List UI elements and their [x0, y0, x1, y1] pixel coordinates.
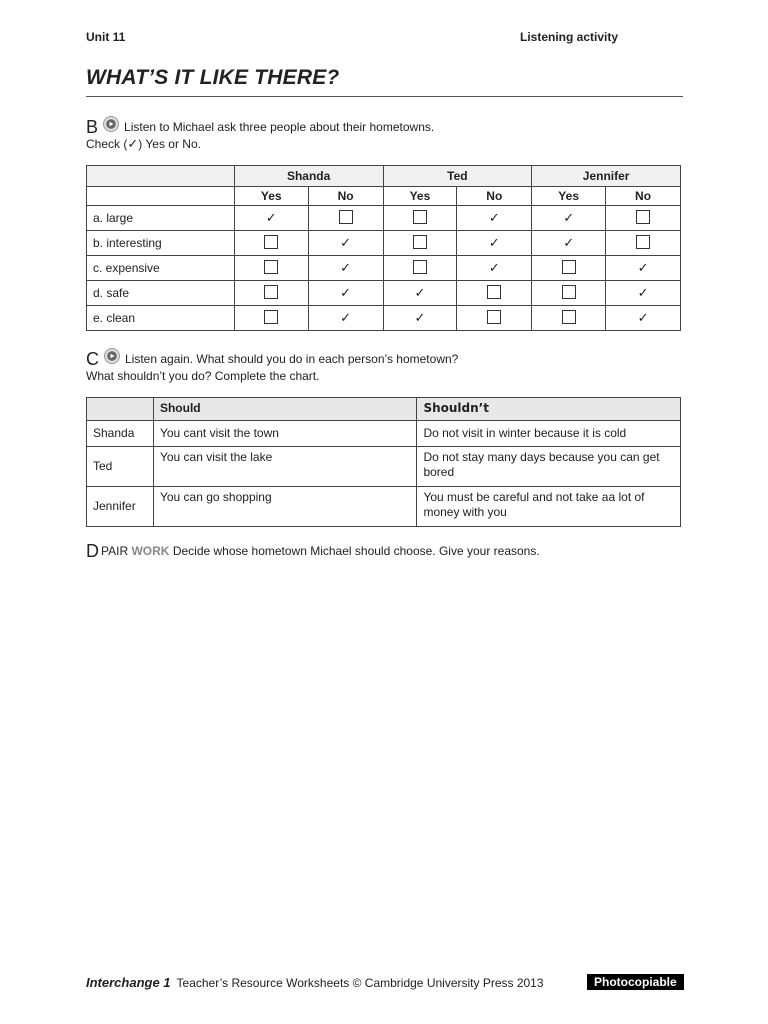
- section-b-line2-pre: Check (: [86, 137, 128, 151]
- yes-header: Yes: [532, 187, 606, 206]
- checkbox-empty-icon: [636, 235, 650, 249]
- checkbox-empty-icon: [413, 260, 427, 274]
- footer-copyright: Teacher’s Resource Worksheets © Cambridge University Press 2013: [176, 976, 544, 990]
- answer-cell[interactable]: [234, 231, 308, 256]
- answer-cell[interactable]: [457, 306, 532, 331]
- checkbox-empty-icon: [339, 210, 353, 224]
- person-header-shanda: Shanda: [234, 166, 383, 187]
- table-corner: [87, 166, 235, 187]
- answer-cell[interactable]: [383, 256, 457, 281]
- yes-no-table: [86, 165, 681, 331]
- table-row: [87, 206, 681, 231]
- pair-label: PAIR: [101, 544, 129, 558]
- shouldnt-cell[interactable]: Do not visit in winter because it is cold: [417, 421, 681, 447]
- checkmark-icon: ✓: [265, 210, 277, 226]
- answer-cell[interactable]: [308, 281, 383, 306]
- checkbox-empty-icon: [487, 285, 501, 299]
- shouldnt-cell[interactable]: You must be careful and not take aa lot of money with you: [417, 487, 681, 527]
- checkbox-empty-icon: [264, 260, 278, 274]
- section-b-line1: Listen to Michael ask three people about their hometowns.: [124, 120, 435, 134]
- checkbox-empty-icon: [487, 310, 501, 324]
- answer-cell[interactable]: [308, 231, 383, 256]
- footer-brand: Interchange 1: [86, 975, 171, 990]
- should-header: Should: [153, 398, 416, 421]
- table-row: [87, 306, 681, 331]
- checkbox-empty-icon: [264, 235, 278, 249]
- unit-label: Unit 11: [86, 30, 126, 44]
- checkmark-icon: ✓: [637, 285, 649, 301]
- answer-cell[interactable]: [606, 281, 681, 306]
- checkmark-icon: ✓: [414, 285, 426, 301]
- no-header: No: [606, 187, 681, 206]
- answer-cell[interactable]: [606, 206, 681, 231]
- should-cell[interactable]: You can go shopping: [153, 487, 416, 527]
- table-row: [87, 256, 681, 281]
- answer-cell[interactable]: [457, 256, 532, 281]
- answer-cell[interactable]: [532, 206, 606, 231]
- section-c-line1: Listen again. What should you do in each person’s hometown?: [125, 352, 459, 366]
- section-c-letter: C: [86, 349, 99, 369]
- row-label: c. expensive: [87, 256, 235, 281]
- checkmark-icon: ✓: [488, 260, 500, 276]
- shouldnt-cell[interactable]: Do not stay many days because you can get bored: [417, 447, 681, 487]
- checkmark-icon: ✓: [488, 210, 500, 226]
- subheader-blank: [87, 187, 235, 206]
- checkbox-empty-icon: [413, 235, 427, 249]
- checkmark-icon: ✓: [414, 310, 426, 326]
- answer-cell[interactable]: [308, 206, 383, 231]
- checkmark-icon: ✓: [127, 137, 139, 152]
- answer-cell[interactable]: [532, 281, 606, 306]
- section-d-text: Decide whose hometown Michael should choose. Give your reasons.: [172, 544, 540, 558]
- row-label: e. clean: [87, 306, 235, 331]
- row-name-ted: Ted: [87, 447, 154, 487]
- answer-cell[interactable]: [308, 306, 383, 331]
- no-header: No: [308, 187, 383, 206]
- yes-header: Yes: [234, 187, 308, 206]
- checkmark-icon: ✓: [637, 260, 649, 276]
- person-header-ted: Ted: [383, 166, 532, 187]
- should-cell[interactable]: You can visit the lake: [153, 447, 416, 487]
- answer-cell[interactable]: [234, 206, 308, 231]
- row-label: b. interesting: [87, 231, 235, 256]
- checkmark-icon: ✓: [340, 310, 352, 326]
- activity-label: Listening activity: [520, 30, 619, 44]
- table2-corner: [87, 398, 154, 421]
- section-b-letter: B: [86, 117, 99, 137]
- answer-cell[interactable]: [606, 256, 681, 281]
- checkmark-icon: ✓: [637, 310, 649, 326]
- section-c-line2: What shouldn’t you do? Complete the chart.: [86, 369, 320, 383]
- audio-play-icon[interactable]: [103, 348, 121, 368]
- checkmark-icon: ✓: [563, 210, 575, 226]
- table-row: [87, 281, 681, 306]
- answer-cell[interactable]: [234, 306, 308, 331]
- checkbox-empty-icon: [562, 285, 576, 299]
- section-c-instructions: [86, 348, 458, 384]
- checkmark-icon: ✓: [563, 235, 575, 251]
- answer-cell[interactable]: [383, 231, 457, 256]
- photocopiable-badge: Photocopiable: [587, 974, 684, 990]
- row-label: a. large: [87, 206, 235, 231]
- answer-cell[interactable]: [457, 281, 532, 306]
- no-header: No: [457, 187, 532, 206]
- section-b-instructions: [86, 116, 434, 152]
- answer-cell[interactable]: [532, 231, 606, 256]
- checkmark-icon: ✓: [340, 260, 352, 276]
- checkmark-icon: ✓: [340, 285, 352, 301]
- should-cell[interactable]: You cant visit the town: [153, 421, 416, 447]
- section-d-letter: D: [86, 541, 99, 561]
- section-d-instructions: [86, 543, 540, 559]
- footer: [86, 975, 544, 990]
- checkmark-icon: ✓: [488, 235, 500, 251]
- row-name-shanda: Shanda: [87, 421, 154, 447]
- answer-cell[interactable]: [532, 306, 606, 331]
- checkbox-empty-icon: [264, 310, 278, 324]
- title-divider: [86, 96, 683, 97]
- answer-cell[interactable]: [606, 306, 681, 331]
- audio-play-icon[interactable]: [102, 116, 120, 136]
- should-shouldnt-table: [86, 397, 681, 527]
- answer-cell[interactable]: [234, 256, 308, 281]
- work-label: WORK: [131, 544, 170, 558]
- row-name-jennifer: Jennifer: [87, 487, 154, 527]
- answer-cell[interactable]: [606, 231, 681, 256]
- checkmark-icon: ✓: [340, 235, 352, 251]
- answer-cell[interactable]: [457, 231, 532, 256]
- answer-cell[interactable]: [308, 256, 383, 281]
- answer-cell[interactable]: [234, 281, 308, 306]
- answer-cell[interactable]: [532, 256, 606, 281]
- answer-cell[interactable]: [383, 281, 457, 306]
- table-row: [87, 231, 681, 256]
- checkbox-empty-icon: [562, 260, 576, 274]
- person-header-jennifer: Jennifer: [532, 166, 681, 187]
- page-title: WHAT’S IT LIKE THERE?: [86, 66, 340, 89]
- checkbox-empty-icon: [264, 285, 278, 299]
- answer-cell[interactable]: [457, 206, 532, 231]
- answer-cell[interactable]: [383, 306, 457, 331]
- shouldnt-header: Shouldn’t: [417, 398, 681, 421]
- row-label: d. safe: [87, 281, 235, 306]
- yes-header: Yes: [383, 187, 457, 206]
- checkbox-empty-icon: [562, 310, 576, 324]
- section-b-line2-post: ) Yes or No.: [138, 137, 201, 151]
- answer-cell[interactable]: [383, 206, 457, 231]
- checkbox-empty-icon: [413, 210, 427, 224]
- checkbox-empty-icon: [636, 210, 650, 224]
